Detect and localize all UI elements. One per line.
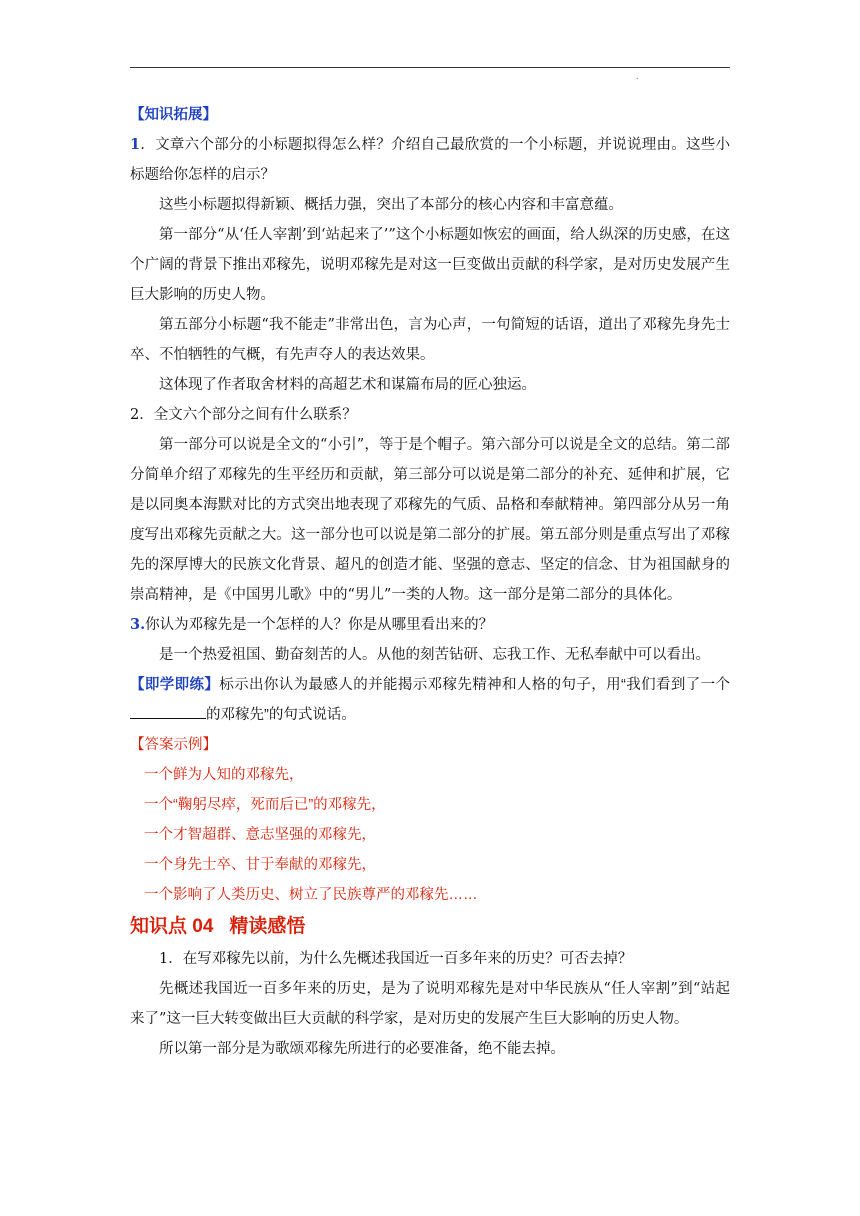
section-heading bbox=[130, 910, 730, 944]
practice-prompt bbox=[130, 670, 730, 730]
practice-text-before: 标示出你认为最感人的并能揭示邓稼先精神和人格的句子，用“我们看到了一个 bbox=[219, 677, 731, 693]
answer-example-line-2: 一个“鞠躬尽瘁，死而后已”的邓稼先， bbox=[144, 797, 386, 813]
question-3 bbox=[130, 610, 730, 640]
answer-1-para-4: 这体现了作者取舍材料的高超艺术和谋篇布局的匠心独运。 bbox=[159, 377, 536, 393]
question-1 bbox=[130, 130, 730, 190]
practice-text-after: 的邓稼先”的句式说话。 bbox=[206, 707, 356, 723]
question-2: 2．全文六个部分之间有什么联系？ bbox=[130, 407, 357, 423]
answer-1-para-1: 这些小标题拟得新颖、概括力强，突出了本部分的核心内容和丰富意蕴。 bbox=[159, 197, 623, 213]
answer-example-title: 【答案示例】 bbox=[130, 737, 217, 753]
section-answer-para-2: 所以第一部分是为歌颂邓稼先所进行的必要准备，绝不能去掉。 bbox=[159, 1041, 565, 1057]
answer-example-line-1: 一个鲜为人知的邓稼先， bbox=[144, 767, 304, 783]
question-3-text: 你认为邓稼先是一个怎样的人？你是从哪里看出来的？ bbox=[145, 617, 494, 633]
answer-example-line-4: 一个身先士卒、甘于奉献的邓稼先， bbox=[144, 857, 376, 873]
question-1-number: 1 bbox=[130, 136, 141, 153]
header-dot: . bbox=[636, 72, 639, 81]
practice-title: 【即学即练】 bbox=[130, 677, 220, 693]
section-answer-para-1: 先概述我国近一百多年来的历史，是为了说明邓稼先是对中华民族从“任人宰割”到“站起来了”这一巨大转变做出巨大贡献的科学家，是对历史的发展产生巨大影响的历史人物。 bbox=[130, 981, 730, 1027]
answer-1-para-2: 第一部分“从‘任人宰割’到‘站起来了’”这个小标题如恢宏的画面，给人纵深的历史感，在这个广阔的背景下推出邓稼先，说明邓稼先是对这一巨变做出贡献的科学家，是对历史发展产生巨大影响的历史人物。 bbox=[130, 227, 730, 303]
question-1-text: ．文章六个部分的小标题拟得怎么样？介绍自己最欣赏的一个小标题，并说说理由。这些小标题给你怎样的启示？ bbox=[130, 137, 730, 183]
question-3-number: 3. bbox=[130, 616, 146, 633]
section-label: 知识点 04 bbox=[130, 916, 214, 937]
expansion-title: 【知识拓展】 bbox=[130, 106, 217, 123]
header-rule bbox=[130, 67, 730, 68]
answer-1-para-3: 第五部分小标题“我不能走”非常出色，言为心声，一句简短的话语，道出了邓稼先身先士卒、不怕牺牲的气概，有先声夺人的表达效果。 bbox=[130, 317, 730, 363]
document-body bbox=[130, 100, 730, 1064]
answer-2: 第一部分可以说是全文的“小引”，等于是个帽子。第六部分可以说是全文的总结。第二部分简单介绍了邓稼先的生平经历和贡献，第三部分可以说是第二部分的补充、延伸和扩展，它是以同奥本海默对比的方式突出地表现了邓稼先的气质、品格和奉献精神。第四部分从另一角度写出邓稼先贡献之大。这一部分也可以说是第二部分的扩展。第五部分则是重点写出了邓稼先的深厚博大的民族文化背景、超凡的创造才能、坚强的意志、坚定的信念、甘为祖国献身的崇高精神，是《中国男儿歌》中的“男儿”一类的人物。这一部分是第二部分的具体化。 bbox=[130, 437, 730, 603]
answer-example-line-3: 一个才智超群、意志坚强的邓稼先， bbox=[144, 827, 376, 843]
answer-example-line-5: 一个影响了人类历史、树立了民族尊严的邓稼先…… bbox=[144, 887, 478, 903]
answer-3: 是一个热爱祖国、勤奋刻苦的人。从他的刻苦钻研、忘我工作、无私奉献中可以看出。 bbox=[159, 647, 710, 663]
fill-in-blank bbox=[130, 704, 206, 719]
section-question-1: 1．在写邓稼先以前，为什么先概述我国近一百多年来的历史？可否去掉？ bbox=[159, 951, 633, 967]
section-title: 精读感悟 bbox=[229, 916, 306, 937]
